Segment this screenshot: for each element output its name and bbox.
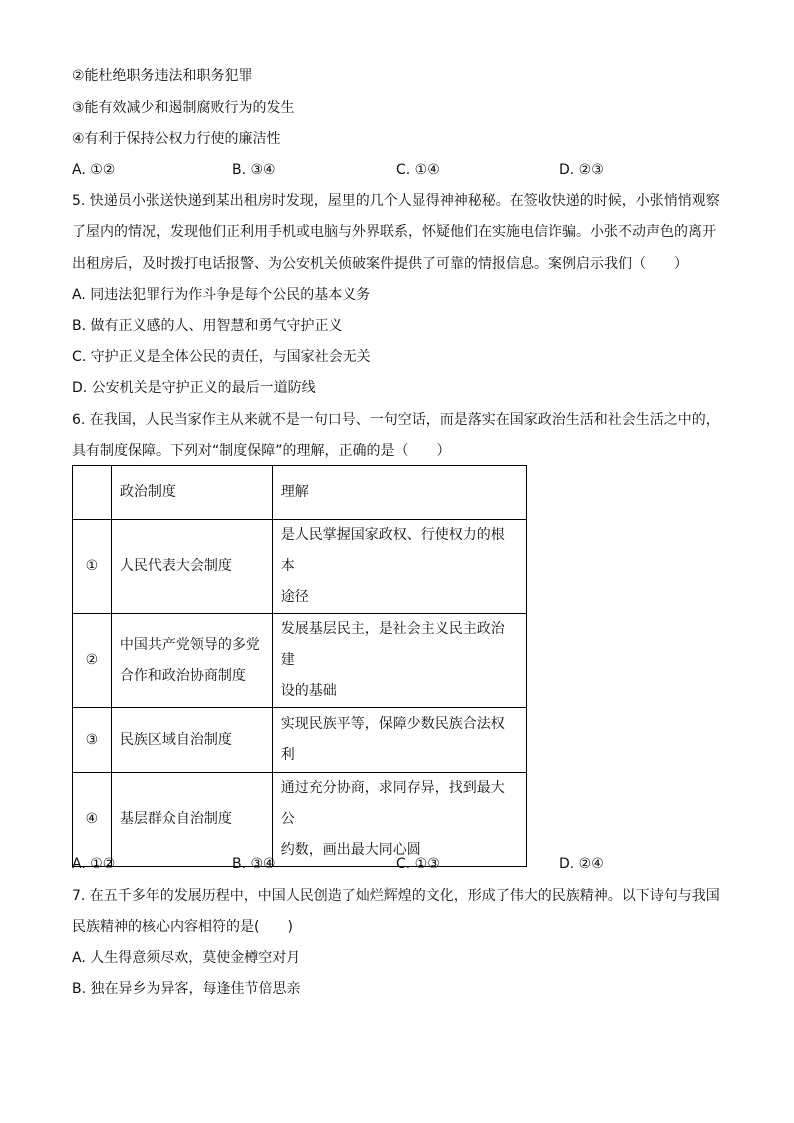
table-row <box>73 520 527 614</box>
system-cell <box>111 708 272 773</box>
q6-stem-line-2: 具有制度保障。下列对“制度保障”的理解，正确的是（ ） <box>72 443 451 459</box>
table-row <box>73 773 527 867</box>
q5-option-d: D. 公安机关是守护正义的最后一道防线 <box>72 380 316 396</box>
understanding-text: 途径 <box>280 589 309 605</box>
row-number: ② <box>73 614 112 708</box>
q7-stem-line-2: 民族精神的核心内容相符的是( ) <box>72 919 293 935</box>
q4-statement-3: ③能有效减少和遏制腐败行为的发生 <box>72 100 295 116</box>
q5-stem-line-2: 了屋内的情况，发现他们正利用手机或电脑与外界联系，怀疑他们在实施电信诈骗。小张不动声色的离开 <box>72 224 716 240</box>
system-text: 中国共产党领导的多党 <box>119 636 260 653</box>
q6-option-a: A. ①② <box>72 856 116 872</box>
q5-stem-line-3: 出租房后，及时拨打电话报警、为公安机关侦破案件提供了可靠的情报信息。案例启示我们（ ） <box>72 256 688 272</box>
understanding-text: 约数，画出最大同心圆 <box>280 842 421 858</box>
system-text: 民族区域自治制度 <box>119 731 232 748</box>
understanding-cell <box>272 614 526 708</box>
system-cell <box>111 614 272 708</box>
q6-option-c: C. ①③ <box>396 856 440 872</box>
system-cell <box>111 520 272 614</box>
understanding-cell <box>272 708 526 773</box>
system-text: 合作和政治协商制度 <box>119 667 246 684</box>
understanding-text: 是人民掌握国家政权、行使权力的根本 <box>280 527 505 574</box>
q5-option-b: B. 做有正义感的人、用智慧和勇气守护正义 <box>72 318 343 334</box>
q6-option-d: D. ②④ <box>559 856 604 872</box>
q6-table <box>72 465 527 867</box>
system-cell <box>111 773 272 867</box>
understanding-text: 通过充分协商，求同存异，找到最大公 <box>280 780 505 827</box>
q4-statement-2: ②能杜绝职务违法和职务犯罪 <box>72 68 253 84</box>
understanding-cell <box>272 773 526 867</box>
table-header-row <box>73 466 527 520</box>
q7-stem-line-1: 7. 在五千多年的发展历程中，中国人民创造了灿烂辉煌的文化，形成了伟大的民族精神。以下诗句与我国 <box>72 888 720 904</box>
q4-statement-4: ④有利于保持公权力行使的廉洁性 <box>72 131 281 147</box>
understanding-text: 发展基层民主，是社会主义民主政治建 <box>280 621 505 668</box>
row-number: ③ <box>73 708 112 773</box>
q5-option-a: A. 同违法犯罪行为作斗争是每个公民的基本义务 <box>72 287 371 303</box>
q5-option-c: C. 守护正义是全体公民的责任，与国家社会无关 <box>72 349 371 365</box>
q6-stem-line-1: 6. 在我国，人民当家作主从来就不是一句口号、一句空话，而是落实在国家政治生活和社会生活之中的， <box>72 412 720 428</box>
q4-option-b: B. ③④ <box>232 162 276 178</box>
understanding-text: 设的基础 <box>280 683 337 699</box>
table-header-num <box>73 466 112 520</box>
q7-option-a: A. 人生得意须尽欢，莫使金樽空对月 <box>72 950 301 966</box>
table-header-system: 政治制度 <box>111 466 272 520</box>
q4-option-c: C. ①④ <box>396 162 440 178</box>
table-row <box>73 708 527 773</box>
q5-stem-line-1: 5. 快递员小张送快递到某出租房时发现，屋里的几个人显得神神秘秘。在签收快递的时候，小张悄悄观察 <box>72 193 720 209</box>
row-number: ④ <box>73 773 112 867</box>
system-text: 基层群众自治制度 <box>119 811 232 827</box>
table-row <box>73 614 527 708</box>
q4-option-d: D. ②③ <box>559 162 604 178</box>
table-header-understanding: 理解 <box>272 466 526 520</box>
system-text: 人民代表大会制度 <box>119 558 232 574</box>
q4-option-a: A. ①② <box>72 162 116 178</box>
understanding-text: 实现民族平等，保障少数民族合法权利 <box>280 716 505 763</box>
q6-option-b: B. ③④ <box>232 856 276 872</box>
row-number: ① <box>73 520 112 614</box>
q7-option-b: B. 独在异乡为异客，每逢佳节倍思亲 <box>72 981 301 997</box>
understanding-cell <box>272 520 526 614</box>
